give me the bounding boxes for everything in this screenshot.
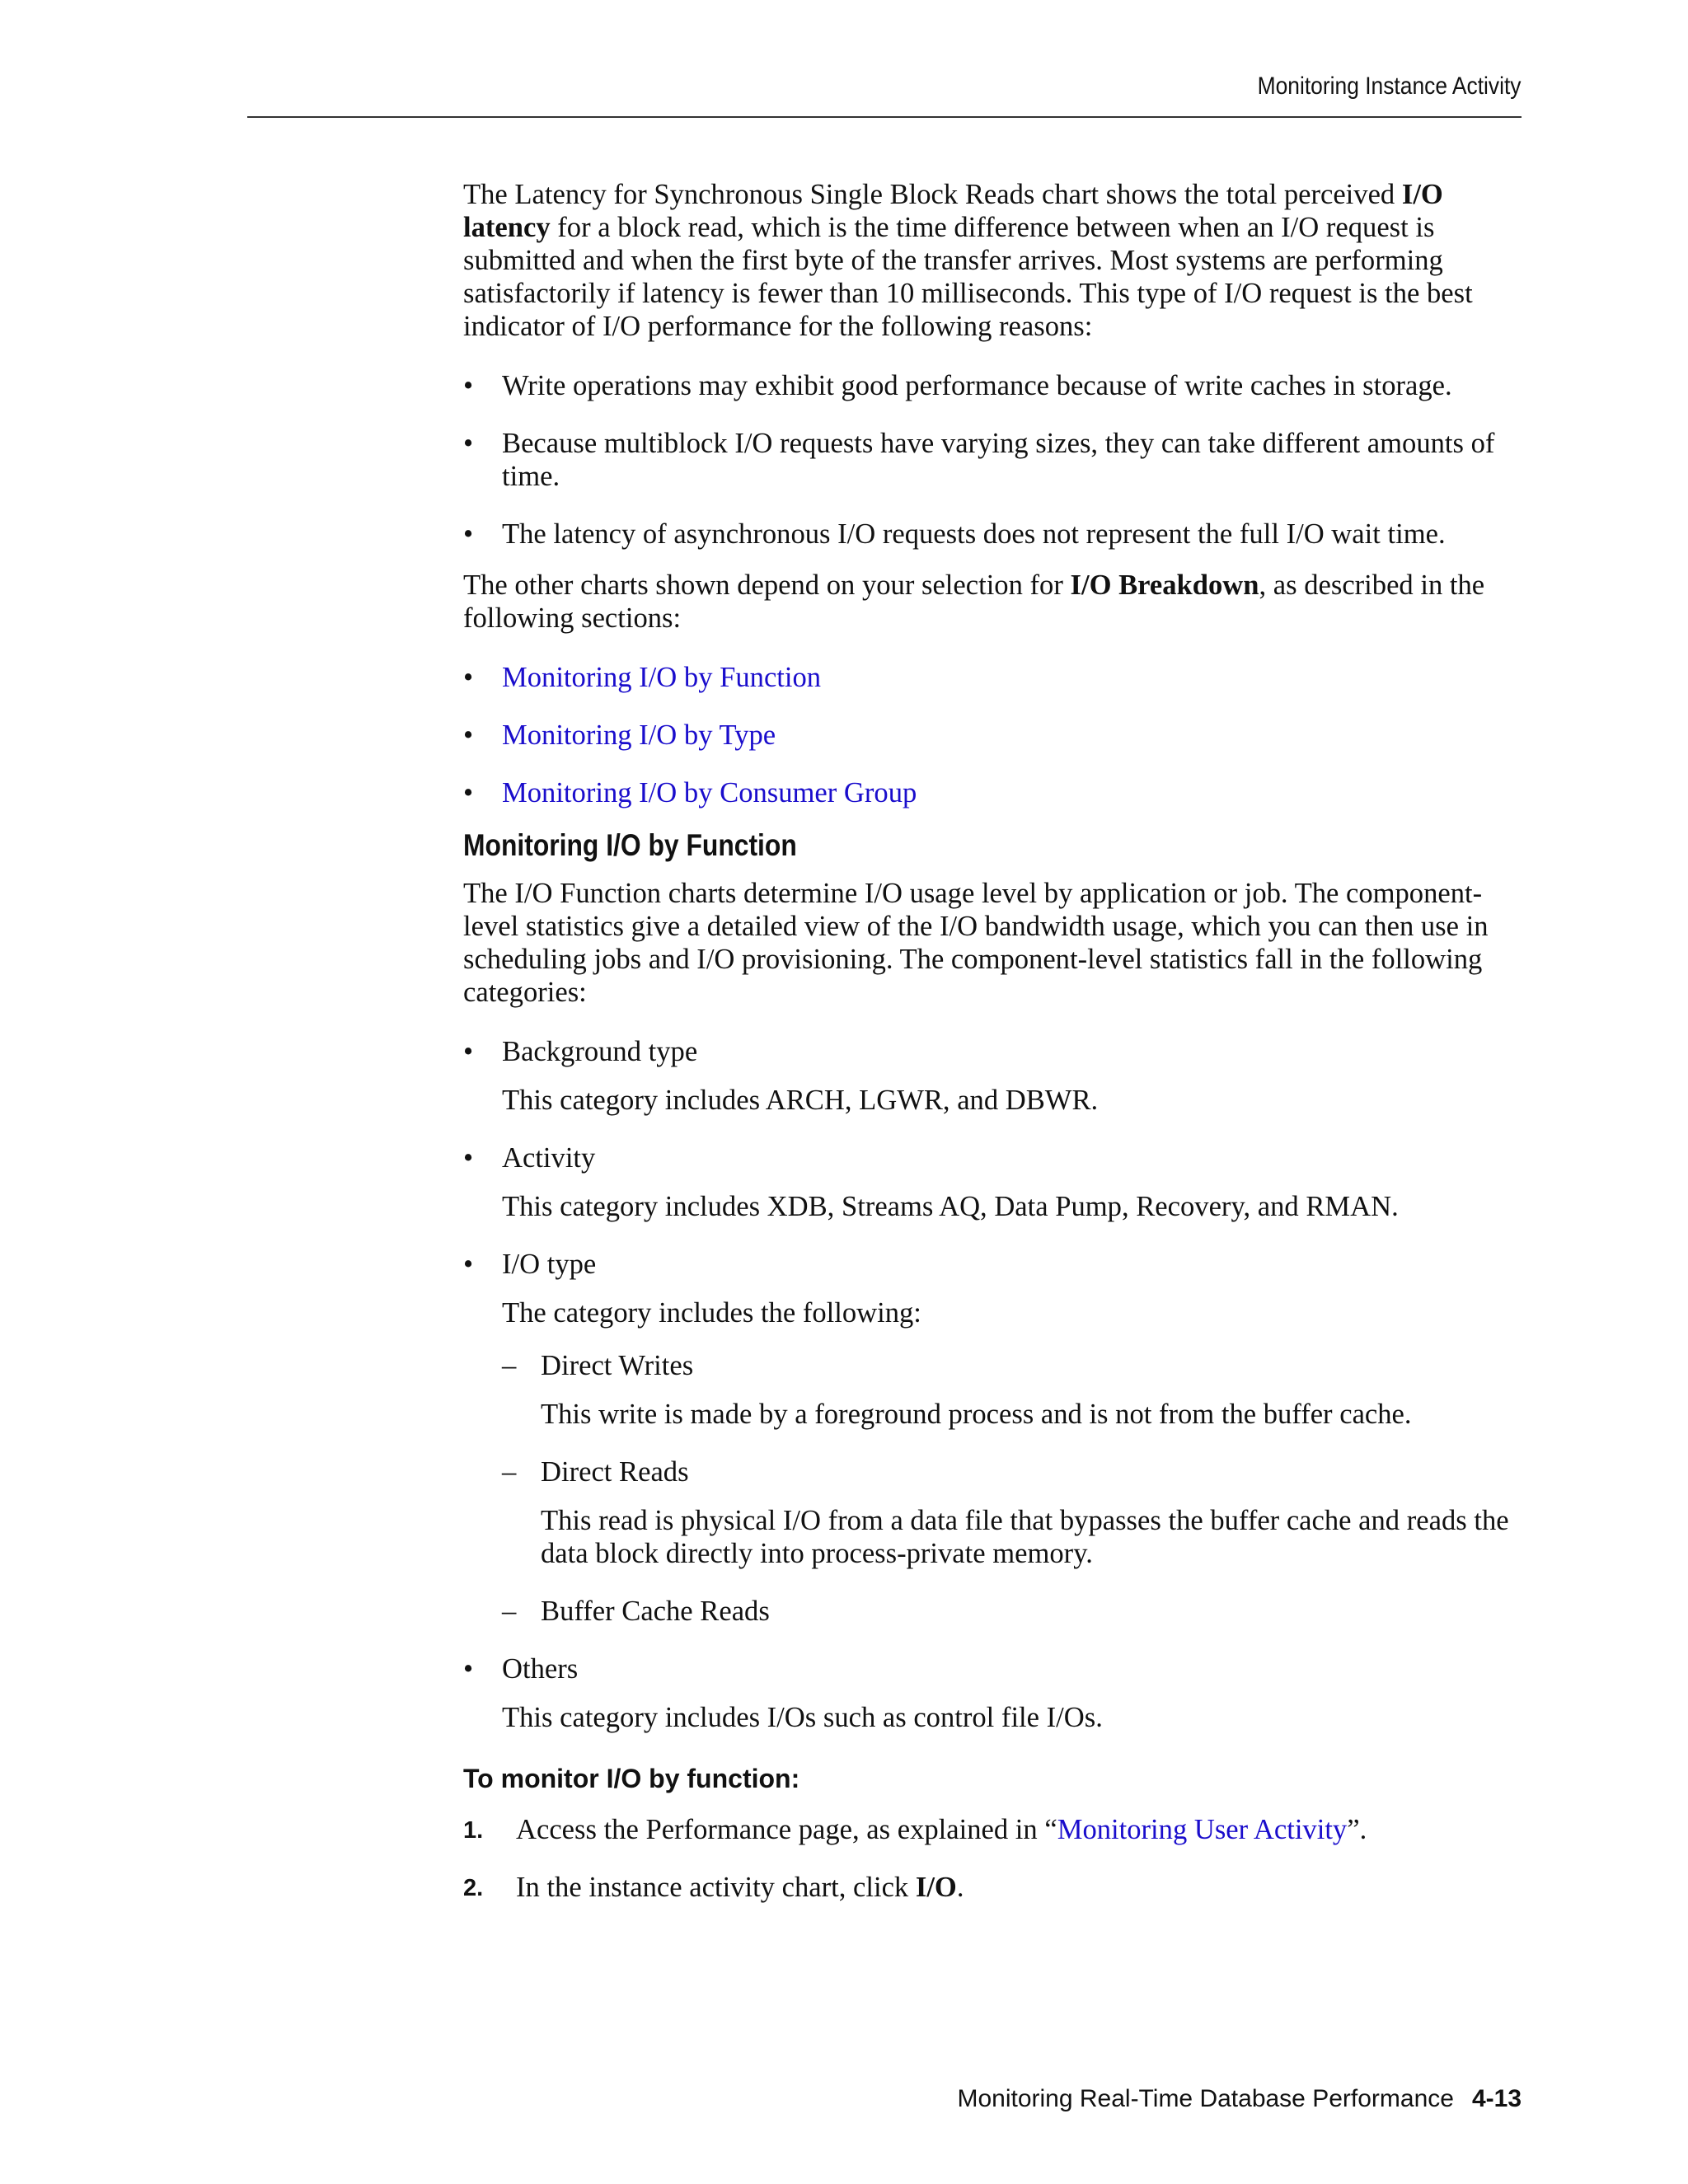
reason-text: The latency of asynchronous I/O requests does not represent the full I/O wait time.: [502, 518, 1446, 550]
dash-icon: –: [502, 1350, 517, 1381]
bullet-icon: •: [463, 428, 474, 459]
list-item: [463, 1652, 1526, 1734]
list-item: [463, 661, 1526, 694]
step-text: In the instance activity chart, click: [516, 1872, 916, 1903]
categories-list: [463, 1035, 1526, 1734]
bullet-icon: •: [463, 662, 474, 693]
bullet-icon: •: [463, 518, 474, 550]
link-io-by-function[interactable]: Monitoring I/O by Function: [502, 662, 822, 693]
category-title: I/O type: [502, 1249, 597, 1280]
io-breakdown-term: I/O Breakdown: [1070, 569, 1259, 601]
bullet-icon: •: [463, 370, 474, 401]
io-type-list: [502, 1349, 1526, 1628]
bullet-icon: •: [463, 1142, 474, 1174]
category-description: The category includes the following:: [502, 1297, 921, 1329]
footer-book-title: Monitoring Real-Time Database Performance: [957, 2085, 1454, 2112]
list-item: [463, 1813, 1526, 1846]
category-description: This category includes XDB, Streams AQ, Data Pump, Recovery, and RMAN.: [502, 1191, 1399, 1222]
page-footer: [957, 2085, 1522, 2113]
page-body: [463, 178, 1526, 1929]
list-item: [502, 1595, 1526, 1628]
bullet-icon: •: [463, 777, 474, 808]
list-item: [463, 518, 1526, 551]
step-text: .: [956, 1872, 964, 1903]
link-io-by-type[interactable]: Monitoring I/O by Type: [502, 719, 776, 751]
section-intro-paragraph: The I/O Function charts determine I/O usage level by application or job. The component-level statistics give a detailed view of the I/O bandwidth usage, which you can then use in scheduling jobs and I/O provisioning. The component-level statistics fall in the following categories:: [463, 878, 1489, 1008]
breakdown-paragraph: [463, 569, 1526, 635]
category-title: Activity: [502, 1142, 596, 1174]
io-type-description: This read is physical I/O from a data file that bypasses the buffer cache and reads the data block directly into process-private memory.: [541, 1505, 1509, 1569]
procedure-heading: To monitor I/O by function:: [463, 1764, 800, 1793]
step-text: Access the Performance page, as explained in “: [516, 1814, 1057, 1845]
breakdown-text-2: , as described in the following sections:: [463, 569, 1485, 634]
footer-page-number: 4-13: [1471, 2085, 1522, 2112]
bullet-icon: •: [463, 1249, 474, 1280]
reason-text: Because multiblock I/O requests have varying sizes, they can take different amounts of time.: [502, 428, 1495, 492]
list-item: [463, 1141, 1526, 1223]
link-monitoring-user-activity[interactable]: Monitoring User Activity: [1057, 1814, 1348, 1845]
step-number: 1.: [463, 1817, 484, 1844]
list-item: [463, 719, 1526, 752]
list-item: [502, 1349, 1526, 1431]
list-item: [463, 1871, 1526, 1904]
section-links-list: [463, 661, 1526, 809]
list-item: [463, 1248, 1526, 1628]
io-type-title: Direct Writes: [541, 1350, 694, 1381]
io-latency-term: I/O latency: [463, 179, 1443, 243]
link-io-by-consumer-group[interactable]: Monitoring I/O by Consumer Group: [502, 777, 917, 808]
section-heading: Monitoring I/O by Function: [463, 828, 797, 862]
list-item: [463, 369, 1526, 402]
io-type-title: Buffer Cache Reads: [541, 1596, 770, 1627]
category-title: Background type: [502, 1036, 698, 1067]
list-item: [463, 776, 1526, 809]
dash-icon: –: [502, 1596, 517, 1627]
category-title: Others: [502, 1653, 579, 1685]
io-type-title: Direct Reads: [541, 1456, 689, 1488]
intro-text-2: for a block read, which is the time difference between when an I/O request is submitted and when the first byte of the transfer arrives. Most systems are performing satisfactorily if latency is fewer than 10 milliseconds. This type of I/O request is the best indicator of I/O performance for the following reasons:: [463, 212, 1473, 342]
bullet-icon: •: [463, 1036, 474, 1067]
category-description: This category includes I/Os such as control file I/Os.: [502, 1702, 1103, 1733]
reasons-list: [463, 369, 1526, 551]
bullet-icon: •: [463, 719, 474, 751]
breakdown-text-1: The other charts shown depend on your selection for: [463, 569, 1071, 601]
procedure-steps: [463, 1813, 1526, 1904]
io-type-description: This write is made by a foreground process and is not from the buffer cache.: [541, 1399, 1412, 1430]
intro-text-1: The Latency for Synchronous Single Block Reads chart shows the total perceived: [463, 179, 1402, 210]
list-item: [463, 1035, 1526, 1117]
list-item: [502, 1455, 1526, 1570]
intro-paragraph: [463, 178, 1526, 343]
category-description: This category includes ARCH, LGWR, and DBWR.: [502, 1085, 1099, 1116]
step-number: 2.: [463, 1875, 484, 1901]
list-item: [463, 427, 1526, 493]
bullet-icon: •: [463, 1653, 474, 1685]
dash-icon: –: [502, 1456, 517, 1488]
reason-text: Write operations may exhibit good performance because of write caches in storage.: [502, 370, 1452, 401]
running-header: Monitoring Instance Activity: [1258, 73, 1522, 100]
header-rule: [247, 116, 1522, 118]
step-text: ”.: [1347, 1814, 1367, 1845]
io-ui-term: I/O: [915, 1872, 957, 1903]
